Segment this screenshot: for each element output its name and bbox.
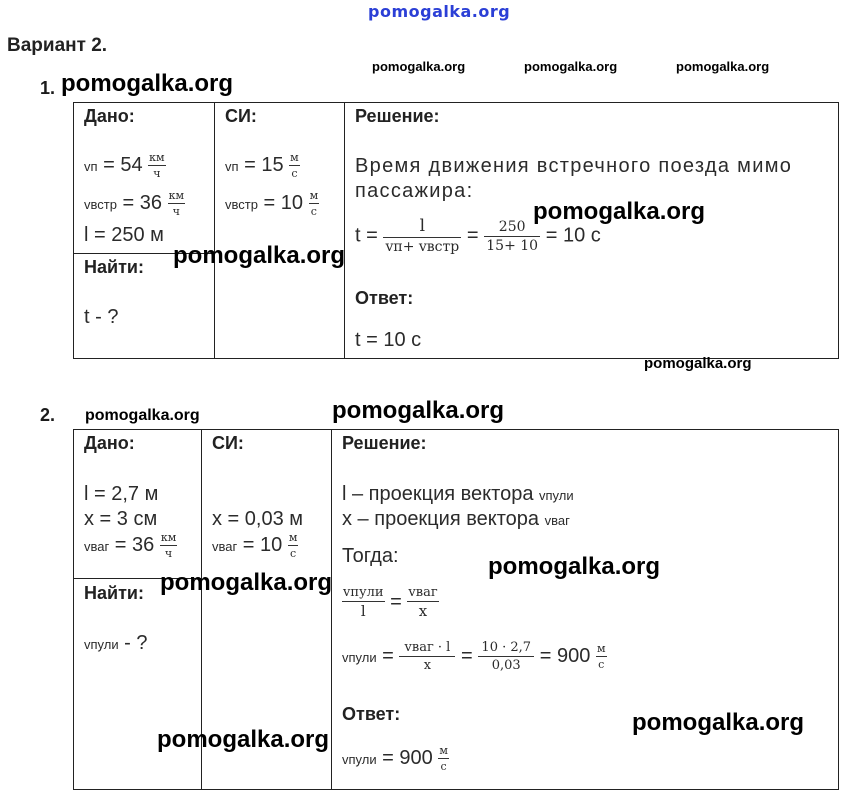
value: = 36 — [114, 533, 155, 556]
solution-text: l – проекция вектора vпули — [342, 483, 574, 505]
var-vvag: vваг — [212, 538, 238, 554]
ratio-formula: $\frac{\text{vпули}}{l}$ = $\frac{\text{vваг}}{x}$ — [343, 585, 438, 620]
var-vvstr: vвстр — [225, 196, 258, 212]
value: = 54 — [103, 153, 143, 176]
unit-fraction: $\frac{км}{ч}$ — [160, 531, 177, 560]
fraction: $\frac{250}{15+ 10}$ — [484, 220, 540, 253]
unit-fraction: $\frac{м}{с}$ — [596, 642, 606, 671]
watermark-small: pomogalka.org — [676, 59, 770, 74]
given-vp — [84, 152, 166, 179]
table-divider — [214, 102, 215, 359]
unit-fraction: $\frac{км}{ч}$ — [168, 189, 184, 218]
watermark-large: pomogalka.org — [157, 726, 330, 753]
fraction: $\frac{\text{vваг · l}}{x}$ — [399, 641, 455, 672]
si-x: x = 0,03 м — [212, 508, 304, 530]
var-vvstr: vвстр — [84, 196, 117, 212]
si-heading: СИ: — [225, 106, 257, 126]
si-vvag — [212, 532, 298, 559]
si-heading: СИ: — [212, 433, 244, 453]
unit-fraction: $\frac{м}{с}$ — [439, 744, 448, 773]
watermark-large: pomogalka.org — [632, 709, 805, 736]
value: = 10 — [242, 533, 283, 556]
watermark-large: pomogalka.org — [533, 198, 706, 225]
problem-2-number: 2. — [40, 405, 56, 425]
find-heading: Найти: — [84, 583, 144, 603]
table-divider — [344, 102, 345, 359]
problem-1-number: 1. — [40, 78, 56, 98]
var-vp: vп — [84, 158, 98, 174]
given-vvstr — [84, 190, 185, 217]
value: = 10 — [263, 191, 303, 214]
answer-value: t = 10 с — [355, 329, 422, 351]
answer-heading: Ответ: — [355, 288, 414, 308]
given-vvag — [84, 532, 177, 559]
table-divider — [331, 429, 332, 790]
solution-heading: Решение: — [355, 106, 440, 126]
watermark-small: pomogalka.org — [85, 407, 200, 424]
given-length: l = 2,7 м — [84, 483, 159, 505]
watermark-small: pomogalka.org — [524, 59, 618, 74]
watermark-large: pomogalka.org — [160, 569, 333, 596]
fraction: $\frac{\text{vпули}}{l}$ — [343, 585, 384, 620]
watermark-large: pomogalka.org — [61, 70, 234, 97]
unit-fraction: $\frac{м}{с}$ — [290, 151, 299, 180]
unit-fraction: $\frac{м}{с}$ — [288, 531, 298, 560]
fraction: $\frac{\text{vваг}}{x}$ — [408, 585, 438, 620]
si-vp — [225, 152, 300, 179]
answer-heading: Ответ: — [342, 704, 401, 724]
find-value: t - ? — [84, 306, 119, 328]
watermark-top: pomogalka.org — [368, 2, 511, 21]
find-heading: Найти: — [84, 257, 144, 277]
si-vvstr — [225, 190, 319, 217]
watermark-large: pomogalka.org — [173, 242, 346, 269]
answer-value: vпули = 900 $\frac{м}{с}$ — [342, 744, 448, 773]
find-value: vпули - ? — [84, 632, 148, 654]
given-length: l = 250 м — [84, 224, 164, 246]
solution-text: Время движения встречного поезда мимо — [355, 155, 793, 177]
given-x: x = 3 см — [84, 508, 158, 530]
watermark-small: pomogalka.org — [372, 59, 466, 74]
watermark-large: pomogalka.org — [488, 553, 661, 580]
result-formula: vпули = $\frac{\text{vваг · l}}{x}$ = $\frac{10 \cdot 2,7}{0,03}$ = 900 $\frac{м}{с}$ — [342, 640, 606, 673]
given-heading: Дано: — [84, 433, 135, 453]
value: = 36 — [122, 191, 162, 214]
var-vp: vп — [225, 158, 239, 174]
given-heading: Дано: — [84, 106, 135, 126]
watermark-large: pomogalka.org — [332, 397, 505, 424]
unit-fraction: $\frac{м}{с}$ — [309, 189, 319, 218]
solution-text: пассажира: — [355, 180, 474, 202]
var-vvag: vваг — [84, 538, 110, 554]
fraction: $\frac{l}{\text{vп+ vвстр}}$ — [383, 218, 461, 254]
variant-title: Вариант 2. — [7, 35, 108, 56]
unit-fraction: $\frac{км}{ч}$ — [149, 151, 165, 180]
solution-then: Тогда: — [342, 545, 399, 567]
value: = 15 — [244, 153, 284, 176]
solution-text: x – проекция вектора vваг — [342, 508, 570, 530]
solution-formula: t = $\frac{l}{\text{vп+ vвстр}}$ = $\frac{250}{15+ 10}$ = 10 с — [355, 216, 601, 255]
fraction: $\frac{10 \cdot 2,7}{0,03}$ — [478, 641, 534, 672]
watermark-small: pomogalka.org — [644, 355, 752, 372]
solution-heading: Решение: — [342, 433, 427, 453]
